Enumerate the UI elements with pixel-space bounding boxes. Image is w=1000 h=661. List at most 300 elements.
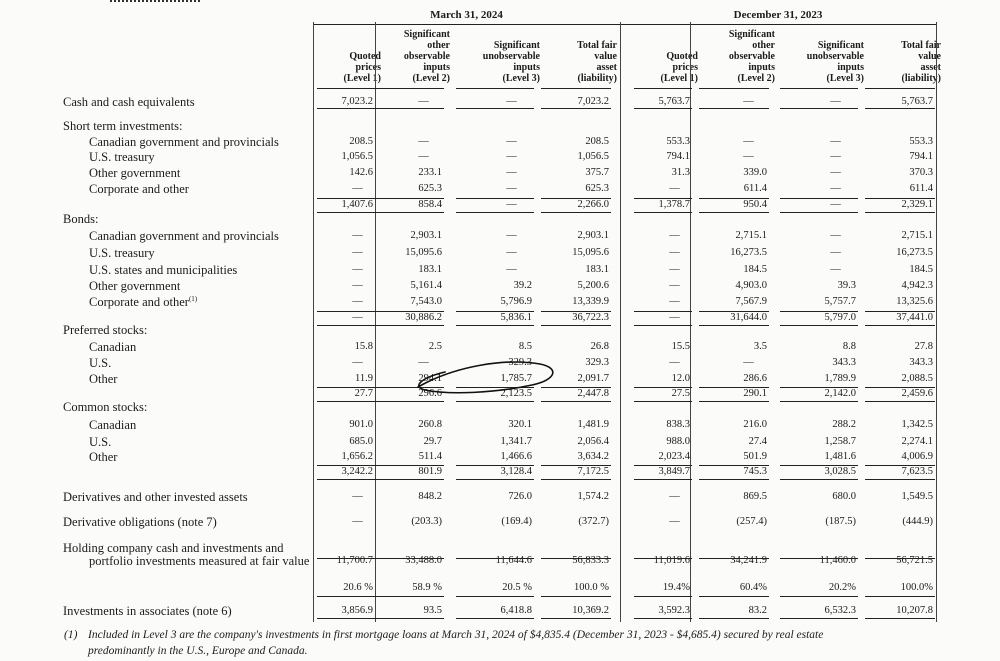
cell-value: 11,700.7 bbox=[336, 555, 373, 566]
cell-dash: — bbox=[669, 491, 680, 502]
row-label-text: Canadian bbox=[89, 418, 137, 432]
cell-dash: — bbox=[743, 357, 754, 368]
cell-dash: — bbox=[352, 230, 363, 241]
cell-value: 100.0% bbox=[900, 582, 933, 593]
cell-value: 3,128.4 bbox=[500, 466, 532, 477]
cell-value: 838.3 bbox=[666, 419, 690, 430]
cell-value: 2.5 bbox=[428, 341, 442, 352]
cell-dash: — bbox=[352, 280, 363, 291]
cell-value: 5,796.9 bbox=[500, 296, 532, 307]
cell-dash: — bbox=[418, 96, 429, 107]
cell-dash: — bbox=[352, 357, 363, 368]
cell-value: 7,023.2 bbox=[341, 96, 373, 107]
cell-value: 1,549.5 bbox=[901, 491, 933, 502]
subtotal-rule bbox=[865, 311, 935, 312]
cell-value: 3,856.9 bbox=[341, 605, 373, 616]
cell-dash: — bbox=[830, 199, 841, 210]
column-header bbox=[632, 51, 698, 84]
row-label bbox=[89, 264, 237, 277]
period-header: December 31, 2023 bbox=[733, 9, 823, 21]
total-rule bbox=[541, 618, 611, 619]
cell-value: 39.3 bbox=[837, 280, 856, 291]
cell-value: 31.3 bbox=[671, 167, 690, 178]
total-rule bbox=[374, 618, 444, 619]
cell-value: 15,095.6 bbox=[572, 247, 609, 258]
column-header-line: observable bbox=[403, 51, 450, 62]
row-label bbox=[89, 280, 180, 293]
row-rule bbox=[317, 88, 375, 89]
subtotal-rule bbox=[317, 325, 375, 326]
cell-value: 31,644.0 bbox=[730, 312, 767, 323]
cell-value: 7,623.5 bbox=[901, 466, 933, 477]
subtotal-rule bbox=[317, 465, 375, 466]
column-header-line: inputs bbox=[513, 62, 540, 73]
cell-value: 183.1 bbox=[585, 264, 609, 275]
cell-value: 208.5 bbox=[349, 136, 373, 147]
row-label-text: U.S. bbox=[89, 435, 112, 449]
subtotal-rule bbox=[541, 479, 611, 480]
cell-value: 27.7 bbox=[354, 388, 373, 399]
subtotal-rule bbox=[541, 212, 611, 213]
cell-value: 288.2 bbox=[832, 419, 856, 430]
cell-value: 1,574.2 bbox=[577, 491, 609, 502]
cell-dash: — bbox=[743, 151, 754, 162]
total-rule bbox=[374, 596, 444, 597]
cell-dash: — bbox=[506, 264, 517, 275]
cell-dash: — bbox=[506, 183, 517, 194]
column-header-line: Significant bbox=[493, 40, 540, 51]
subtotal-rule bbox=[780, 212, 858, 213]
subtotal-rule bbox=[780, 401, 858, 402]
subtotal-rule bbox=[634, 401, 692, 402]
column-header bbox=[863, 40, 941, 84]
cell-value: 2,023.4 bbox=[658, 451, 690, 462]
column-header-line: unobservable bbox=[806, 51, 864, 62]
subtotal-rule bbox=[865, 465, 935, 466]
row-rule bbox=[374, 88, 444, 89]
subtotal-rule bbox=[865, 198, 935, 199]
column-header-line: Significant bbox=[817, 40, 864, 51]
subtotal-rule bbox=[456, 198, 534, 199]
row-rule bbox=[317, 108, 375, 109]
row-label-text: Canadian government and provincials bbox=[89, 135, 279, 149]
cell-value: 3,242.2 bbox=[341, 466, 373, 477]
cell-value: 1,481.9 bbox=[577, 419, 609, 430]
cell-dash: — bbox=[352, 296, 363, 307]
total-rule bbox=[865, 558, 935, 559]
subtotal-rule bbox=[374, 311, 444, 312]
column-header-line: value bbox=[594, 51, 617, 62]
cell-value: 260.8 bbox=[418, 419, 442, 430]
row-label bbox=[89, 296, 197, 309]
cell-dash: — bbox=[669, 296, 680, 307]
total-rule bbox=[780, 596, 858, 597]
cell-value: 3.5 bbox=[753, 341, 767, 352]
cell-dash: — bbox=[352, 312, 363, 323]
cell-value: 680.0 bbox=[832, 491, 856, 502]
subtotal-rule bbox=[317, 387, 375, 388]
cell-value: 7,543.0 bbox=[410, 296, 442, 307]
cell-value: 511.4 bbox=[418, 451, 442, 462]
cell-value: 16,273.5 bbox=[896, 247, 933, 258]
subtotal-rule bbox=[865, 325, 935, 326]
column-header bbox=[539, 40, 617, 84]
footnote-text: Included in Level 3 are the company's investments in first mortgage loans at March 31, 2024 of $4,835.4 (December 31, 2023 - $4,685.4) secured by real estate bbox=[88, 629, 824, 641]
total-rule bbox=[634, 558, 692, 559]
row-label bbox=[63, 542, 283, 555]
cell-value: 3,849.7 bbox=[658, 466, 690, 477]
cell-value: 1,481.6 bbox=[824, 451, 856, 462]
period-underline bbox=[313, 24, 620, 25]
subtotal-rule bbox=[374, 401, 444, 402]
total-rule bbox=[317, 596, 375, 597]
row-label-text: Other bbox=[89, 450, 118, 464]
column-header-line: (Level 2) bbox=[412, 73, 450, 84]
total-rule bbox=[865, 618, 935, 619]
cell-value: 4,903.0 bbox=[735, 280, 767, 291]
column-header-line: asset bbox=[596, 62, 617, 73]
row-label-text: Short term investments: bbox=[63, 119, 183, 133]
cell-dash: — bbox=[506, 167, 517, 178]
cell-dash: — bbox=[669, 230, 680, 241]
row-label-text: Corporate and other bbox=[89, 295, 189, 309]
cell-value: 2,903.1 bbox=[577, 230, 609, 241]
total-rule bbox=[374, 558, 444, 559]
column-header-line: (Level 1) bbox=[343, 73, 381, 84]
cell-value: 339.0 bbox=[743, 167, 767, 178]
cell-value: 848.2 bbox=[418, 491, 442, 502]
cell-value: 1,789.9 bbox=[824, 373, 856, 384]
row-label bbox=[89, 436, 111, 449]
period-underline bbox=[620, 24, 936, 25]
subtotal-rule bbox=[317, 311, 375, 312]
cell-dash: — bbox=[830, 96, 841, 107]
row-label bbox=[89, 247, 155, 260]
row-label-text: Cash and cash equivalents bbox=[63, 95, 195, 109]
cell-value: 10,369.2 bbox=[572, 605, 609, 616]
cell-value: 5,200.6 bbox=[577, 280, 609, 291]
cell-value: 15.8 bbox=[354, 341, 373, 352]
subtotal-rule bbox=[780, 198, 858, 199]
row-label bbox=[89, 419, 136, 432]
column-header-line: (Level 3) bbox=[826, 73, 864, 84]
subtotal-rule bbox=[317, 401, 375, 402]
column-header-line: observable bbox=[728, 51, 775, 62]
column-header bbox=[372, 29, 450, 84]
cell-value: 2,056.4 bbox=[577, 436, 609, 447]
subtotal-rule bbox=[541, 465, 611, 466]
subtotal-rule bbox=[699, 212, 769, 213]
column-header bbox=[697, 29, 775, 84]
cell-value: 1,656.2 bbox=[341, 451, 373, 462]
cell-value: 745.3 bbox=[743, 466, 767, 477]
cell-value: 794.1 bbox=[666, 151, 690, 162]
column-header-line: prices bbox=[355, 62, 381, 73]
cell-value: (444.9) bbox=[902, 516, 933, 527]
total-rule bbox=[699, 558, 769, 559]
subtotal-rule bbox=[699, 387, 769, 388]
cell-dash: — bbox=[669, 264, 680, 275]
column-header-line: Total fair bbox=[901, 40, 941, 51]
subtotal-rule bbox=[699, 465, 769, 466]
cell-dash: — bbox=[669, 357, 680, 368]
page-crop-edge bbox=[110, 0, 200, 2]
cell-value: 6,532.3 bbox=[824, 605, 856, 616]
row-label-text: Canadian bbox=[89, 340, 137, 354]
subtotal-rule bbox=[317, 212, 375, 213]
cell-value: 611.4 bbox=[743, 183, 767, 194]
cell-value: 320.1 bbox=[508, 419, 532, 430]
cell-value: 2,142.0 bbox=[824, 388, 856, 399]
cell-value: 2,088.5 bbox=[901, 373, 933, 384]
subtotal-rule bbox=[865, 401, 935, 402]
cell-value: 2,091.7 bbox=[577, 373, 609, 384]
subtotal-rule bbox=[541, 401, 611, 402]
total-rule bbox=[780, 618, 858, 619]
cell-dash: — bbox=[669, 280, 680, 291]
row-rule bbox=[541, 88, 611, 89]
total-rule bbox=[634, 618, 692, 619]
column-header-line: Quoted bbox=[349, 51, 381, 62]
cell-value: 2,715.1 bbox=[735, 230, 767, 241]
subtotal-rule bbox=[317, 198, 375, 199]
cell-dash: — bbox=[506, 96, 517, 107]
cell-value: 93.5 bbox=[423, 605, 442, 616]
row-rule bbox=[541, 108, 611, 109]
cell-dash: — bbox=[830, 264, 841, 275]
subtotal-rule bbox=[699, 479, 769, 480]
total-rule bbox=[699, 618, 769, 619]
row-label bbox=[89, 167, 180, 180]
total-rule bbox=[699, 596, 769, 597]
subtotal-rule bbox=[374, 198, 444, 199]
cell-value: 2,266.0 bbox=[577, 199, 609, 210]
footnote-marker: (1) bbox=[188, 294, 198, 303]
total-rule bbox=[541, 558, 611, 559]
cell-value: 34,241.9 bbox=[730, 555, 767, 566]
row-rule bbox=[634, 108, 692, 109]
column-header-line: (liability) bbox=[901, 73, 941, 84]
row-label-text: Corporate and other bbox=[89, 182, 189, 196]
cell-value: 29.7 bbox=[423, 436, 442, 447]
cell-value: 901.0 bbox=[349, 419, 373, 430]
cell-value: 56,721.5 bbox=[896, 555, 933, 566]
column-header-line: value bbox=[918, 51, 941, 62]
cell-value: 296.6 bbox=[418, 388, 442, 399]
cell-value: 183.1 bbox=[418, 264, 442, 275]
subtotal-rule bbox=[780, 479, 858, 480]
row-label-text: Common stocks: bbox=[63, 400, 148, 414]
cell-value: 33,488.0 bbox=[405, 555, 442, 566]
cell-value: 1,056.5 bbox=[577, 151, 609, 162]
cell-value: 20.5 % bbox=[502, 582, 532, 593]
row-label-text: Derivatives and other invested assets bbox=[63, 490, 248, 504]
cell-dash: — bbox=[669, 183, 680, 194]
cell-dash: — bbox=[418, 357, 429, 368]
cell-value: (257.4) bbox=[736, 516, 767, 527]
column-header-line: prices bbox=[672, 62, 698, 73]
subtotal-rule bbox=[456, 465, 534, 466]
cell-value: 233.1 bbox=[418, 167, 442, 178]
cell-value: 20.6 % bbox=[343, 582, 373, 593]
total-rule bbox=[865, 596, 935, 597]
cell-value: 13,325.6 bbox=[896, 296, 933, 307]
row-label bbox=[63, 120, 182, 133]
cell-dash: — bbox=[352, 491, 363, 502]
row-label bbox=[63, 324, 147, 337]
cell-value: 36,722.3 bbox=[572, 312, 609, 323]
row-label bbox=[63, 516, 217, 529]
cell-value: 1,056.5 bbox=[341, 151, 373, 162]
cell-value: 2,329.1 bbox=[901, 199, 933, 210]
cell-value: 15.5 bbox=[671, 341, 690, 352]
cell-value: 11,460.0 bbox=[819, 555, 856, 566]
row-label-text: Bonds: bbox=[63, 212, 99, 226]
total-rule bbox=[456, 618, 534, 619]
column-divider bbox=[620, 22, 621, 622]
subtotal-rule bbox=[374, 465, 444, 466]
cell-value: 184.5 bbox=[743, 264, 767, 275]
cell-value: 329.3 bbox=[585, 357, 609, 368]
cell-value: (372.7) bbox=[578, 516, 609, 527]
cell-value: 869.5 bbox=[743, 491, 767, 502]
cell-dash: — bbox=[830, 247, 841, 258]
subtotal-rule bbox=[865, 479, 935, 480]
column-header-line: (liability) bbox=[577, 73, 617, 84]
cell-value: 5,763.7 bbox=[658, 96, 690, 107]
cell-value: 294.1 bbox=[418, 373, 442, 384]
cell-value: 3,634.2 bbox=[577, 451, 609, 462]
row-rule bbox=[699, 108, 769, 109]
cell-value: 1,466.6 bbox=[500, 451, 532, 462]
cell-value: 16,273.5 bbox=[730, 247, 767, 258]
column-header-line: (Level 3) bbox=[502, 73, 540, 84]
cell-value: 11,019.6 bbox=[653, 555, 690, 566]
cell-value: 950.4 bbox=[743, 199, 767, 210]
subtotal-rule bbox=[634, 465, 692, 466]
column-header-line: inputs bbox=[748, 62, 775, 73]
cell-dash: — bbox=[830, 136, 841, 147]
row-rule bbox=[780, 88, 858, 89]
row-label-text: U.S. states and municipalities bbox=[89, 263, 238, 277]
cell-value: 37,441.0 bbox=[896, 312, 933, 323]
cell-value: 375.7 bbox=[585, 167, 609, 178]
cell-dash: — bbox=[669, 247, 680, 258]
subtotal-rule bbox=[780, 311, 858, 312]
row-label-text: Derivative obligations (note 7) bbox=[63, 515, 217, 529]
row-label bbox=[63, 96, 195, 109]
cell-value: 208.5 bbox=[585, 136, 609, 147]
cell-value: 10,207.8 bbox=[896, 605, 933, 616]
row-label bbox=[89, 183, 189, 196]
cell-dash: — bbox=[506, 230, 517, 241]
row-label-text: portfolio investments measured at fair value bbox=[89, 554, 310, 568]
cell-dash: — bbox=[352, 183, 363, 194]
cell-dash: — bbox=[506, 247, 517, 258]
column-header bbox=[454, 40, 540, 84]
cell-value: 60.4% bbox=[739, 582, 767, 593]
cell-value: 58.9 % bbox=[412, 582, 442, 593]
cell-value: 801.9 bbox=[418, 466, 442, 477]
row-label-text: Other bbox=[89, 372, 118, 386]
cell-value: 7,023.2 bbox=[577, 96, 609, 107]
cell-value: 2,903.1 bbox=[410, 230, 442, 241]
cell-value: 3,592.3 bbox=[658, 605, 690, 616]
cell-value: 27.5 bbox=[671, 388, 690, 399]
row-rule bbox=[865, 108, 935, 109]
cell-value: 343.3 bbox=[909, 357, 933, 368]
cell-dash: — bbox=[352, 264, 363, 275]
cell-value: 329.3 bbox=[508, 357, 532, 368]
cell-value: 5,757.7 bbox=[824, 296, 856, 307]
row-rule bbox=[699, 88, 769, 89]
cell-dash: — bbox=[669, 516, 680, 527]
cell-value: 2,459.6 bbox=[901, 388, 933, 399]
row-rule bbox=[456, 88, 534, 89]
period-header: March 31, 2024 bbox=[430, 9, 503, 21]
row-label-text: Other government bbox=[89, 166, 181, 180]
subtotal-rule bbox=[699, 401, 769, 402]
subtotal-rule bbox=[374, 387, 444, 388]
subtotal-rule bbox=[780, 325, 858, 326]
row-label bbox=[89, 136, 279, 149]
row-label bbox=[89, 357, 111, 370]
subtotal-rule bbox=[865, 212, 935, 213]
cell-dash: — bbox=[506, 199, 517, 210]
cell-value: 5,161.4 bbox=[410, 280, 442, 291]
cell-dash: — bbox=[506, 151, 517, 162]
row-label-text: Holding company cash and investments and bbox=[63, 541, 284, 555]
subtotal-rule bbox=[699, 198, 769, 199]
cell-value: 26.8 bbox=[590, 341, 609, 352]
cell-value: 4,942.3 bbox=[901, 280, 933, 291]
cell-value: 794.1 bbox=[909, 151, 933, 162]
row-label-text: U.S. bbox=[89, 356, 112, 370]
row-label bbox=[89, 341, 136, 354]
cell-value: 611.4 bbox=[909, 183, 933, 194]
row-rule bbox=[456, 108, 534, 109]
total-rule bbox=[456, 558, 534, 559]
cell-value: 1,342.5 bbox=[901, 419, 933, 430]
subtotal-rule bbox=[541, 387, 611, 388]
column-header-line: unobservable bbox=[482, 51, 540, 62]
cell-value: 685.0 bbox=[349, 436, 373, 447]
cell-value: 2,274.1 bbox=[901, 436, 933, 447]
row-rule bbox=[780, 108, 858, 109]
cell-value: 625.3 bbox=[585, 183, 609, 194]
subtotal-rule bbox=[541, 325, 611, 326]
column-divider bbox=[313, 22, 314, 622]
cell-value: 3,028.5 bbox=[824, 466, 856, 477]
subtotal-rule bbox=[780, 387, 858, 388]
cell-value: 1,258.7 bbox=[824, 436, 856, 447]
row-rule bbox=[374, 108, 444, 109]
subtotal-rule bbox=[634, 311, 692, 312]
subtotal-rule bbox=[634, 387, 692, 388]
cell-dash: — bbox=[743, 96, 754, 107]
subtotal-rule bbox=[541, 311, 611, 312]
cell-value: 553.3 bbox=[909, 136, 933, 147]
cell-value: 216.0 bbox=[743, 419, 767, 430]
cell-value: 2,715.1 bbox=[901, 230, 933, 241]
cell-value: 501.9 bbox=[743, 451, 767, 462]
cell-value: (187.5) bbox=[825, 516, 856, 527]
cell-value: 13,339.9 bbox=[572, 296, 609, 307]
cell-value: 625.3 bbox=[418, 183, 442, 194]
total-rule bbox=[780, 558, 858, 559]
column-header-line: inputs bbox=[423, 62, 450, 73]
subtotal-rule bbox=[317, 479, 375, 480]
